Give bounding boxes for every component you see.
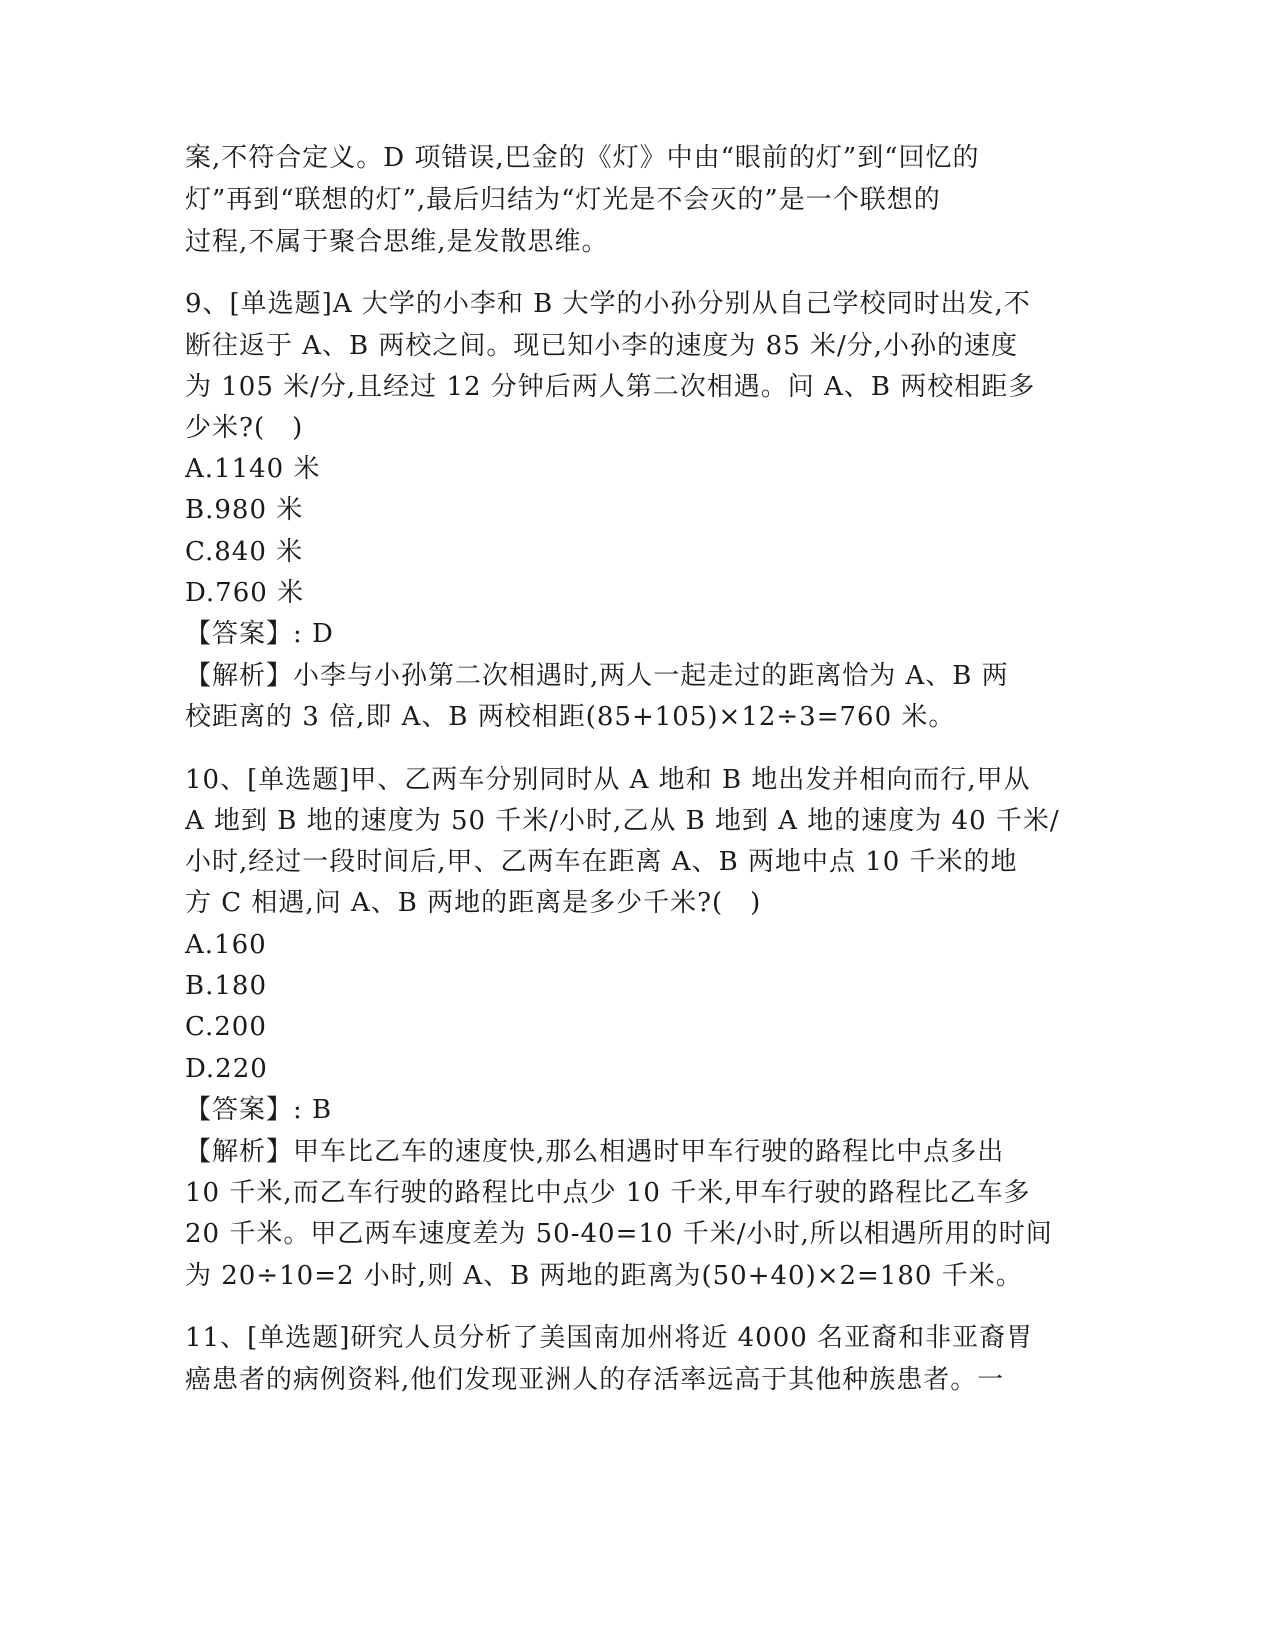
q9-option-d: D.760 米 xyxy=(185,578,305,608)
q9-stem-line: 为 105 米/分,且经过 12 分钟后两人第二次相遇。问 A、B 两校相距多 xyxy=(185,372,1036,402)
q10-stem-line: 方 C 相遇,问 A、B 两地的距离是多少千米?( ) xyxy=(185,888,762,918)
q10-option-c: C.200 xyxy=(185,1012,267,1042)
intro-line: 灯”再到“联想的灯”,最后归结为“灯光是不会灭的”是一个联想的 xyxy=(185,185,941,215)
q10-answer: 【答案】: B xyxy=(185,1095,333,1125)
q9-stem-line: 少米?( ) xyxy=(185,413,304,443)
q9-option-b: B.980 米 xyxy=(185,495,304,525)
q10-stem-line: A 地到 B 地的速度为 50 千米/小时,乙从 B 地到 A 地的速度为 40 千米/ xyxy=(185,806,1060,836)
q9-stem-line: 9、[单选题]A 大学的小李和 B 大学的小孙分别从自己学校同时出发,不 xyxy=(185,289,1031,319)
q9-stem-line: 断往返于 A、B 两校之间。现已知小李的速度为 85 米/分,小孙的速度 xyxy=(185,331,1019,361)
q9-answer: 【答案】: D xyxy=(185,619,334,649)
q10-stem-line: 小时,经过一段时间后,甲、乙两车在距离 A、B 两地中点 10 千米的地 xyxy=(185,847,1018,877)
q10-analysis-line: 20 千米。甲乙两车速度差为 50-40=10 千米/小时,所以相遇所用的时间 xyxy=(185,1219,1053,1249)
q10-option-a: A.160 xyxy=(185,930,267,960)
q10-stem-line: 10、[单选题]甲、乙两车分别同时从 A 地和 B 地出发并相向而行,甲从 xyxy=(185,765,1031,795)
intro-line: 过程,不属于聚合思维,是发散思维。 xyxy=(185,227,609,257)
q11-stem-line: 11、[单选题]研究人员分析了美国南加州将近 4000 名亚裔和非亚裔胃 xyxy=(185,1323,1034,1353)
q10-option-d: D.220 xyxy=(185,1054,268,1084)
q9-option-a: A.1140 米 xyxy=(185,454,321,484)
q10-option-b: B.180 xyxy=(185,971,267,1001)
q10-analysis-line: 为 20÷10=2 小时,则 A、B 两地的距离为(50+40)×2=180 千米。 xyxy=(185,1261,1023,1291)
q9-option-c: C.840 米 xyxy=(185,537,304,567)
q9-analysis-line: 校距离的 3 倍,即 A、B 两校相距(85+105)×12÷3=760 米。 xyxy=(185,702,956,732)
q9-analysis-line: 【解析】小李与小孙第二次相遇时,两人一起走过的距离恰为 A、B 两 xyxy=(185,661,1009,691)
q10-analysis-line: 10 千米,而乙车行驶的路程比中点少 10 千米,甲车行驶的路程比乙车多 xyxy=(185,1178,1031,1208)
q10-analysis-line: 【解析】甲车比乙车的速度快,那么相遇时甲车行驶的路程比中点多出 xyxy=(185,1137,1005,1167)
q11-stem-line: 癌患者的病例资料,他们发现亚洲人的存活率远高于其他种族患者。一 xyxy=(185,1365,1005,1395)
intro-line: 案,不符合定义。D 项错误,巴金的《灯》中由“眼前的灯”到“回忆的 xyxy=(185,143,980,173)
